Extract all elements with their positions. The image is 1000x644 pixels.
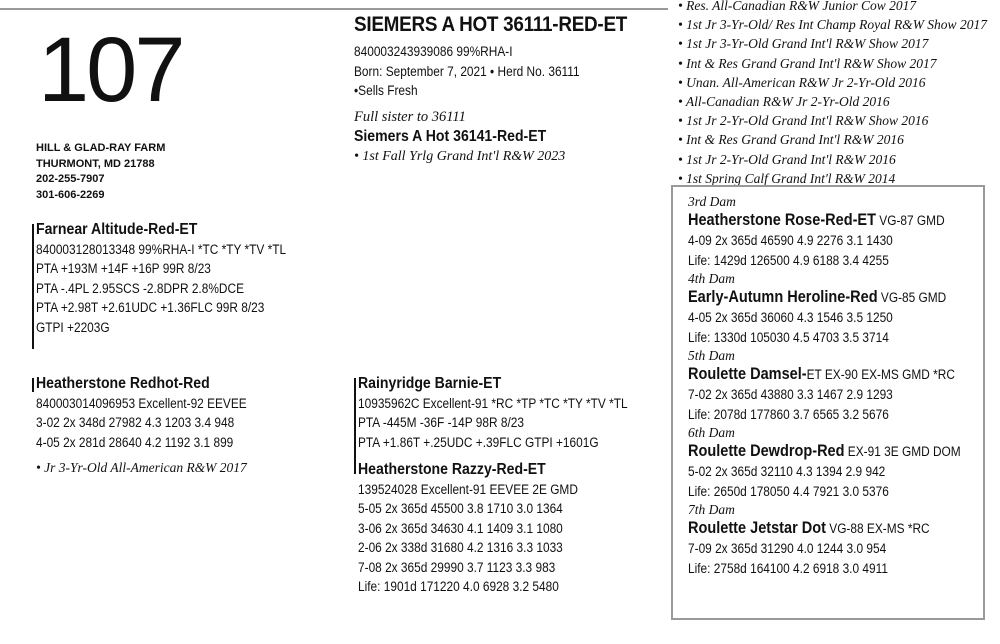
consignor-city: THURMONT, MD 21788 — [36, 157, 155, 170]
ancestor-score: VG-85 GMD — [877, 290, 947, 305]
mgs-block — [358, 374, 628, 452]
ancestor-list — [688, 193, 998, 578]
animal-name: SIEMERS A HOT 36111-RED-ET — [354, 13, 628, 36]
award-item: • Res. All-Canadian R&W Junior Cow 2017 — [678, 0, 917, 13]
animal-info — [354, 42, 580, 101]
animal-birth: Born: September 7, 2021 • Herd No. 36111 — [354, 63, 580, 79]
sire-line: 840003128013348 99%RHA-I *TC *TY *TV *TL — [36, 241, 287, 257]
mgs-line: PTA -445M -36F -14P 98R 8/23 — [358, 415, 524, 430]
dam-award: • Jr 3-Yr-Old All-American R&W 2017 — [36, 460, 247, 475]
ancestor-lifetime: Life: 1330d 105030 4.5 4703 3.5 3714 — [688, 329, 889, 345]
dam-line: 4-05 2x 281d 28640 4.2 1192 3.1 899 — [36, 434, 234, 450]
mgs-name: Rainyridge Barnie-ET — [358, 375, 502, 392]
ancestor-label: 4th Dam — [688, 271, 735, 286]
ancestor-record: 4-09 2x 365d 46590 4.9 2276 3.1 1430 — [688, 233, 893, 248]
ancestor-name-line — [688, 287, 961, 308]
sire-line: PTA +193M +14F +16P 99R 8/23 — [36, 261, 211, 276]
ancestor-lifetime: Life: 2078d 177860 3.7 6565 3.2 5676 — [688, 406, 889, 422]
ancestor-5th-dam — [688, 347, 998, 424]
award-item: • All-Canadian R&W Jr 2-Yr-Old 2016 — [678, 94, 890, 110]
award-item: • 1st Jr 2-Yr-Old Grand Int'l R&W Show 2016 — [678, 113, 929, 129]
granddam-line: 2-06 2x 338d 31680 4.2 1316 3.3 1033 — [358, 540, 563, 555]
consignor-phone-2: 301-606-2269 — [36, 188, 105, 201]
ancestor-record: 5-02 2x 365d 32110 4.3 1394 2.9 942 — [688, 464, 886, 479]
ancestor-name: Roulette Jetstar Dot — [688, 519, 826, 537]
ancestor-label: 3rd Dam — [688, 194, 736, 209]
ancestor-3rd-dam — [688, 193, 998, 270]
ancestor-score: EX-91 3E GMD DOM — [844, 444, 961, 459]
ancestor-label: 7th Dam — [688, 502, 735, 517]
granddam-line: 7-08 2x 365d 29990 3.7 1123 3.3 983 — [358, 559, 556, 575]
animal-note: •Sells Fresh — [354, 83, 418, 98]
award-item: • Int & Res Grand Grand Int'l R&W 2016 — [678, 132, 904, 148]
dam-block — [36, 374, 247, 452]
ancestor-7th-dam — [688, 501, 998, 578]
ancestor-name-line — [688, 364, 961, 385]
ancestor-record: 7-09 2x 365d 31290 4.0 1244 3.0 954 — [688, 541, 887, 556]
sire-name: Farnear Altitude-Red-ET — [36, 221, 198, 238]
ancestor-name-line — [688, 518, 961, 539]
sister-label: Full sister to 36111 — [354, 109, 466, 125]
ancestor-label: 5th Dam — [688, 348, 735, 363]
sire-line: GTPI +2203G — [36, 319, 110, 335]
dam-line: 3-02 2x 348d 27982 4.3 1203 3.4 948 — [36, 415, 235, 430]
granddam-line: 3-06 2x 365d 34630 4.1 1409 3.1 1080 — [358, 520, 563, 536]
granddam-line: 139524028 Excellent-91 EEVEE 2E GMD — [358, 481, 578, 497]
award-item: • 1st Jr 2-Yr-Old Grand Int'l R&W 2016 — [678, 151, 896, 167]
ancestor-name-line — [688, 210, 961, 231]
dam-name: Heatherstone Redhot-Red — [36, 375, 210, 392]
consignor-phone: 202-255-7907 — [36, 173, 105, 185]
ancestor-name: Early-Autumn Heroline-Red — [688, 288, 878, 306]
sister-block — [354, 108, 572, 166]
mgs-bracket — [354, 378, 356, 474]
ancestor-4th-dam — [688, 270, 998, 347]
mgs-line: PTA +1.86T +.25UDC +.39FLC GTPI +1601G — [358, 434, 599, 450]
granddam-line: Life: 1901d 171220 4.0 6928 3.2 5480 — [358, 579, 559, 594]
ancestor-score: VG-88 EX-MS *RC — [825, 521, 930, 536]
animal-registration: 840003243939086 99%RHA-I — [354, 44, 513, 59]
sire-bracket — [32, 224, 34, 349]
consignor-name: HILL & GLAD-RAY FARM — [36, 142, 166, 154]
dam-bracket — [32, 378, 34, 392]
ancestor-record: 7-02 2x 365d 43880 3.3 1467 2.9 1293 — [688, 387, 893, 402]
ancestor-lifetime: Life: 1429d 126500 4.9 6188 3.4 4255 — [688, 252, 889, 268]
award-item: • 1st Jr 3-Yr-Old/ Res Int Champ Royal R&W Show 2017 — [678, 17, 987, 33]
top-rule — [0, 8, 668, 10]
ancestor-label: 6th Dam — [688, 425, 735, 440]
dam-line: 840003014096953 Excellent-92 EEVEE — [36, 395, 247, 411]
ancestor-name: Roulette Dewdrop-Red — [688, 442, 845, 460]
ancestor-name: Heatherstone Rose-Red-ET — [688, 211, 876, 229]
ancestor-lifetime: Life: 2650d 178050 4.4 7921 3.0 5376 — [688, 483, 889, 499]
ancestor-record: 4-05 2x 365d 36060 4.3 1546 3.5 1250 — [688, 310, 893, 325]
sister-name: Siemers A Hot 36141-Red-ET — [354, 128, 547, 145]
ancestor-score: ET EX-90 EX-MS GMD *RC — [806, 367, 955, 382]
award-item: • 1st Jr 3-Yr-Old Grand Int'l R&W Show 2017 — [678, 36, 929, 52]
ancestor-lifetime: Life: 2758d 164100 4.2 6918 3.0 4911 — [688, 560, 888, 576]
awards-list — [678, 0, 987, 188]
ancestor-6th-dam — [688, 424, 998, 501]
sire-block — [36, 220, 286, 337]
ancestor-name-line — [688, 441, 961, 462]
consignor-block — [36, 141, 165, 203]
granddam-block — [358, 460, 578, 597]
mgs-line: 10935962C Excellent-91 *RC *TP *TC *TY *TV *TL — [358, 395, 628, 411]
sire-line: PTA +2.98T +2.61UDC +1.36FLC 99R 8/23 — [36, 300, 265, 315]
sister-award: • 1st Fall Yrlg Grand Int'l R&W 2023 — [354, 149, 566, 164]
ancestor-score: VG-87 GMD — [875, 213, 945, 228]
ancestor-name: Roulette Damsel- — [688, 365, 807, 383]
award-item: • Int & Res Grand Grand Int'l R&W Show 2017 — [678, 55, 937, 71]
sire-line: PTA -.4PL 2.95SCS -2.8DPR 2.8%DCE — [36, 280, 244, 296]
granddam-line: 5-05 2x 365d 45500 3.8 1710 3.0 1364 — [358, 501, 563, 516]
award-item: • 1st Spring Calf Grand Int'l R&W 2014 — [678, 170, 896, 186]
granddam-name: Heatherstone Razzy-Red-ET — [358, 461, 546, 478]
lot-number: 107 — [38, 19, 183, 121]
award-item: • Unan. All-American R&W Jr 2-Yr-Old 2016 — [678, 74, 926, 90]
